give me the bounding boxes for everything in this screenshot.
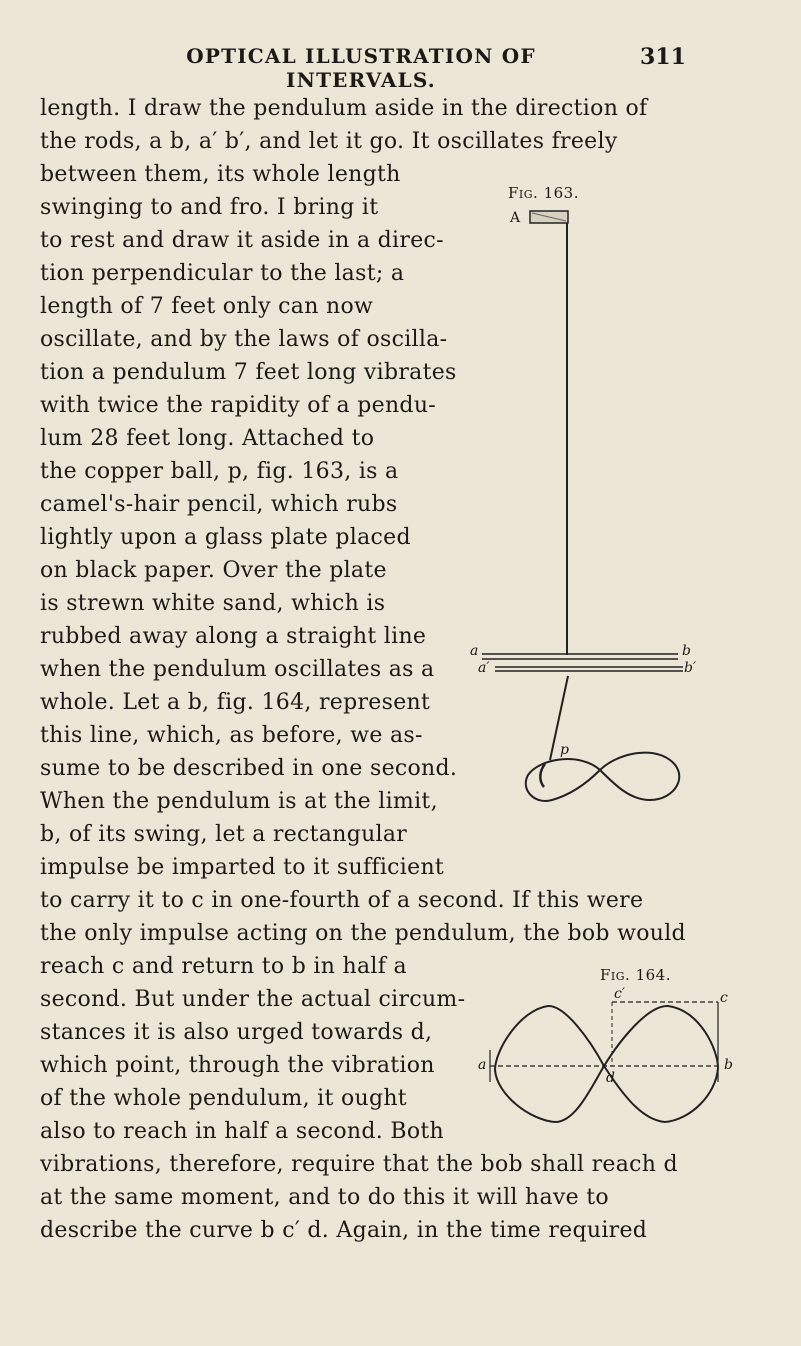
body-line-4: swinging to and fro. I bring it xyxy=(40,195,379,220)
fig-164-label-a: a xyxy=(478,1057,487,1073)
body-line-29: stances it is also urged towards d, xyxy=(40,1020,433,1045)
body-line-22: When the pendulum is at the limit, xyxy=(40,789,438,814)
fig-163-label-b-prime: b′ xyxy=(684,660,697,676)
body-line-27: reach c and return to b in half a xyxy=(40,954,407,979)
fig-164-curve xyxy=(495,1006,718,1122)
fig-163-caption: Fig. 163. xyxy=(508,184,579,202)
body-line-26: the only impulse acting on the pendulum, the bob would xyxy=(40,921,686,946)
fig-163-label-p: p xyxy=(560,742,569,758)
body-line-19: whole. Let a b, fig. 164, represent xyxy=(40,690,431,715)
body-line-3: between them, its whole length xyxy=(40,162,401,187)
body-line-33: vibrations, therefore, require that the bob shall reach d xyxy=(40,1152,678,1177)
body-line-15: on black paper. Over the plate xyxy=(40,558,387,583)
body-line-23: b, of its swing, let a rectangular xyxy=(40,822,408,847)
body-line-34: at the same moment, and to do this it will have to xyxy=(40,1185,609,1210)
fig-164-caption: Fig. 164. xyxy=(600,966,671,984)
fig-164-label-c-prime: c′ xyxy=(614,986,626,1002)
body-line-1: length. I draw the pendulum aside in the direction of xyxy=(40,96,648,121)
fig-163-label-A: A xyxy=(510,210,521,226)
body-line-8: oscillate, and by the laws of oscilla- xyxy=(40,327,448,352)
fig-163-label-a-prime: a′ xyxy=(478,660,490,676)
body-line-7: length of 7 feet only can now xyxy=(40,294,374,319)
body-line-9: tion a pendulum 7 feet long vibrates xyxy=(40,360,457,385)
fig-163-label-b: b xyxy=(682,643,691,659)
body-line-17: rubbed away along a straight line xyxy=(40,624,427,649)
fig-164-label-c: c xyxy=(720,990,728,1006)
body-line-18: when the pendulum oscillates as a xyxy=(40,657,435,682)
body-line-5: to rest and draw it aside in a direc- xyxy=(40,228,444,253)
fig-164-label-b: b xyxy=(724,1057,733,1073)
running-head: OPTICAL ILLUSTRATION OF INTERVALS. xyxy=(186,44,536,92)
body-line-11: lum 28 feet long. Attached to xyxy=(40,426,375,451)
body-line-25: to carry it to c in one-fourth of a second. If this were xyxy=(40,888,644,913)
body-line-28: second. But under the actual circum- xyxy=(40,987,466,1012)
body-line-13: camel's-hair pencil, which rubs xyxy=(40,492,398,517)
fig-163-label-a: a xyxy=(470,643,479,659)
body-line-20: this line, which, as before, we as- xyxy=(40,723,423,748)
body-line-14: lightly upon a glass plate placed xyxy=(40,525,411,550)
body-line-32: also to reach in half a second. Both xyxy=(40,1119,444,1144)
body-line-21: sume to be described in one second. xyxy=(40,756,458,781)
body-line-24: impulse be imparted to it sufficient xyxy=(40,855,445,880)
body-line-16: is strewn white sand, which is xyxy=(40,591,386,616)
body-line-31: of the whole pendulum, it ought xyxy=(40,1086,407,1111)
page-number: 311 xyxy=(640,44,686,70)
body-line-2: the rods, a b, a′ b′, and let it go. It oscillates freely xyxy=(40,129,618,154)
fig-164-label-d: d xyxy=(606,1070,615,1086)
body-line-12: the copper ball, p, fig. 163, is a xyxy=(40,459,399,484)
body-line-35: describe the curve b c′ d. Again, in the time required xyxy=(40,1218,648,1243)
body-line-6: tion perpendicular to the last; a xyxy=(40,261,405,286)
body-line-10: with twice the rapidity of a pendu- xyxy=(40,393,437,418)
body-line-30: which point, through the vibration xyxy=(40,1053,435,1078)
